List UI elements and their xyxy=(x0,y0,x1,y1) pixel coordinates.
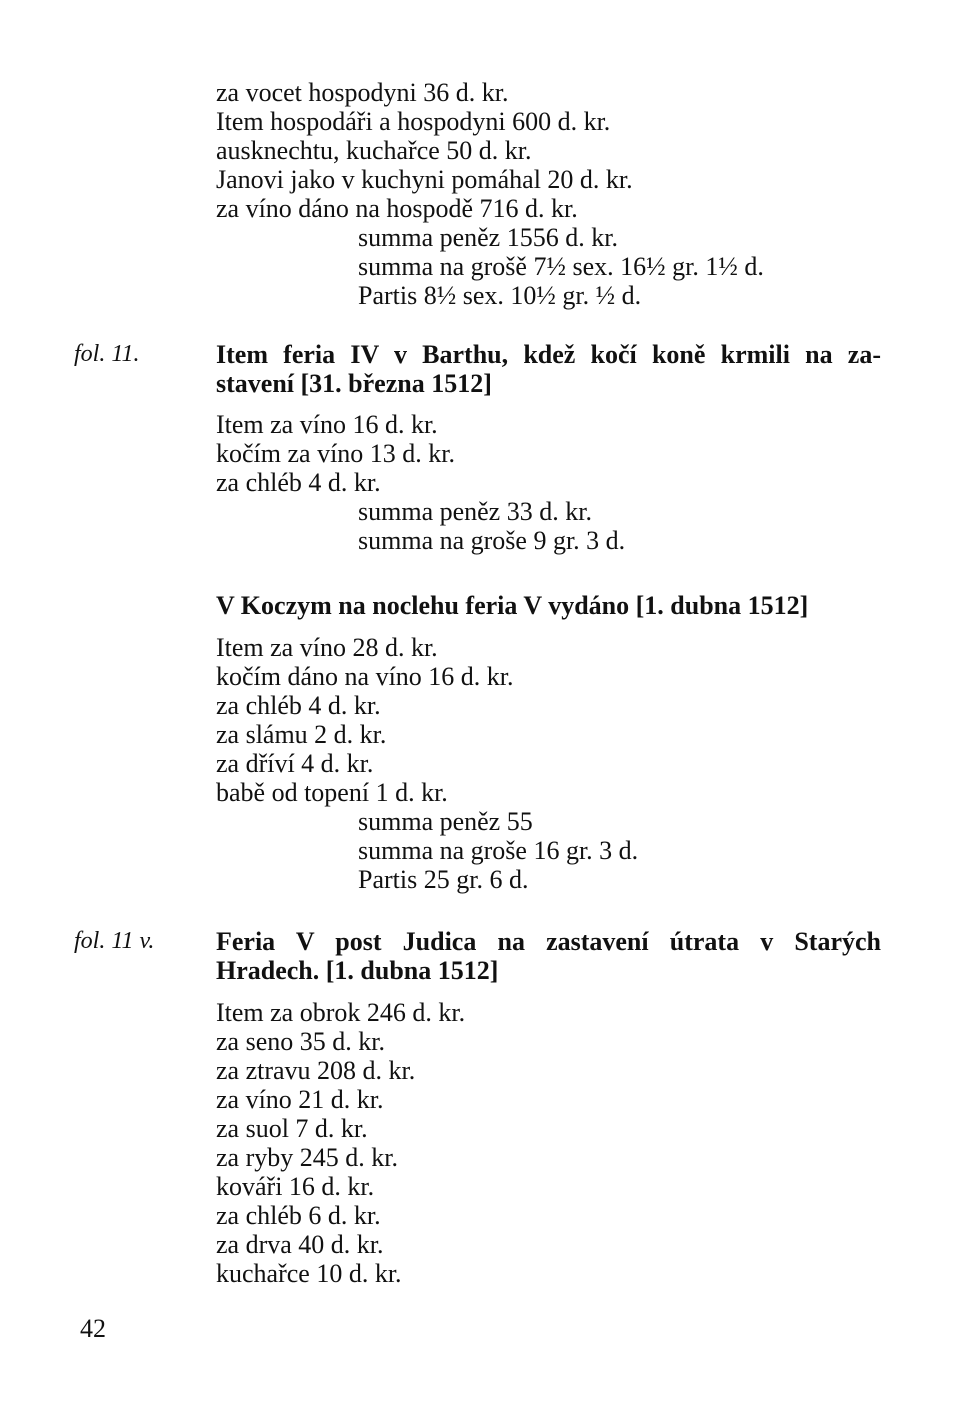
sum-line: summa na groše 9 gr. 3 d. xyxy=(358,526,626,555)
folio-marker: fol. 11 v. xyxy=(74,928,155,954)
sum-line: summa peněz 55 xyxy=(358,807,533,836)
entry-line: za chléb 4 d. kr. xyxy=(216,691,381,720)
section-heading-line: V Koczym na noclehu feria V vydáno [1. dubna 1512] xyxy=(216,591,809,620)
entry-line: kováři 16 d. kr. xyxy=(216,1172,375,1201)
sum-line: Partis 8½ sex. 10½ gr. ½ d. xyxy=(358,281,642,310)
entry-line: za chléb 4 d. kr. xyxy=(216,468,381,497)
entry-line: za chléb 6 d. kr. xyxy=(216,1201,381,1230)
sum-line: summa na grošě 7½ sex. 16½ gr. 1½ d. xyxy=(358,252,764,281)
section-heading xyxy=(216,591,881,620)
sum-line: summa peněz 33 d. kr. xyxy=(358,497,592,526)
entry-line: za vocet hospodyni 36 d. kr. xyxy=(216,78,509,107)
entry-line: babě od topení 1 d. kr. xyxy=(216,778,448,807)
entry-line: Item za obrok 246 d. kr. xyxy=(216,998,466,1027)
entry-line: Item hospodáři a hospodyni 600 d. kr. xyxy=(216,107,611,136)
entry-line: za suol 7 d. kr. xyxy=(216,1114,368,1143)
section-heading-line: Item feria IV v Barthu, kdež kočí koně krmili na za- xyxy=(216,340,881,369)
section-heading-line: stavení [31. března 1512] xyxy=(216,369,492,398)
entry-line: kočím dáno na víno 16 d. kr. xyxy=(216,662,514,691)
section-heading-line: Feria V post Judica na zastavení útrata v Starých xyxy=(216,927,881,956)
sum-line: Partis 25 gr. 6 d. xyxy=(358,865,529,894)
section-heading-line: Hradech. [1. dubna 1512] xyxy=(216,956,499,985)
entry-line: Janovi jako v kuchyni pomáhal 20 d. kr. xyxy=(216,165,633,194)
entry-line: Item za víno 28 d. kr. xyxy=(216,633,438,662)
entry-line: Item za víno 16 d. kr. xyxy=(216,410,438,439)
sum-line: summa peněz 1556 d. kr. xyxy=(358,223,618,252)
entry-line: za drva 40 d. kr. xyxy=(216,1230,384,1259)
entry-line: za víno 21 d. kr. xyxy=(216,1085,384,1114)
entry-line: ausknechtu, kuchařce 50 d. kr. xyxy=(216,136,532,165)
entry-line: za dříví 4 d. kr. xyxy=(216,749,374,778)
page-number: 42 xyxy=(80,1314,106,1343)
entry-line: za slámu 2 d. kr. xyxy=(216,720,387,749)
sum-line: summa na groše 16 gr. 3 d. xyxy=(358,836,639,865)
section-heading xyxy=(216,927,881,985)
entry-line: za ryby 245 d. kr. xyxy=(216,1143,398,1172)
entry-line: kočím za víno 13 d. kr. xyxy=(216,439,456,468)
entry-line: za seno 35 d. kr. xyxy=(216,1027,385,1056)
entry-line: za ztravu 208 d. kr. xyxy=(216,1056,416,1085)
entry-line: kuchařce 10 d. kr. xyxy=(216,1259,402,1288)
folio-marker: fol. 11. xyxy=(74,341,140,367)
section-heading xyxy=(216,340,881,398)
entry-line: za víno dáno na hospodě 716 d. kr. xyxy=(216,194,578,223)
